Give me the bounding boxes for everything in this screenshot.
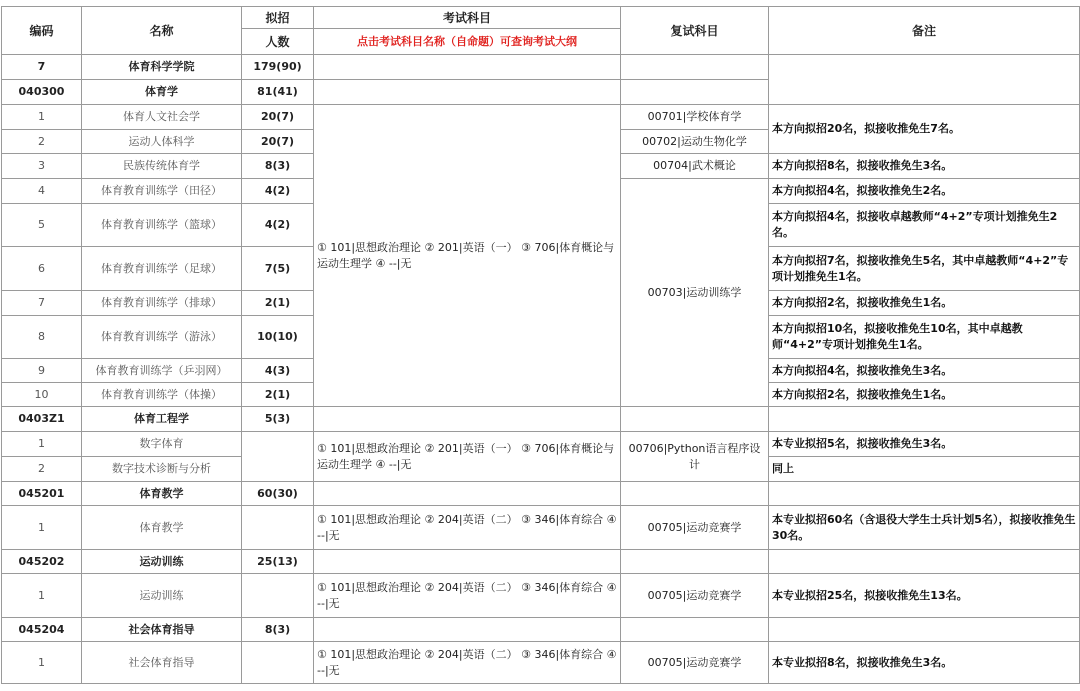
direction-quota: 10(10) — [242, 316, 314, 359]
major-code: 0403Z1 — [2, 407, 82, 432]
exam-subjects-link[interactable]: ① 101|思想政治理论 ② 204|英语（二） ③ 346|体育综合 ④ --|无 — [314, 642, 621, 684]
remark: 本方向拟招20名，拟接收推免生7名。 — [769, 105, 1080, 154]
direction-name: 体育教育训练学（排球） — [82, 291, 242, 316]
remark: 本方向拟招8名，拟接收推免生3名。 — [769, 154, 1080, 179]
retest-subject: 00702|运动生物化学 — [621, 130, 769, 154]
exam-subjects-link[interactable]: ① 101|思想政治理论 ② 204|英语（二） ③ 346|体育综合 ④ --|无 — [314, 574, 621, 618]
direction-code: 10 — [2, 383, 82, 407]
remark: 本方向拟招4名，拟接收推免生2名。 — [769, 179, 1080, 204]
retest-subject: 00706|Python语言程序设计 — [621, 432, 769, 482]
direction-code: 1 — [2, 574, 82, 618]
direction-code: 1 — [2, 506, 82, 550]
retest-subject: 00705|运动竞赛学 — [621, 506, 769, 550]
major-name: 运动训练 — [82, 550, 242, 574]
retest-subject: 00705|运动竞赛学 — [621, 642, 769, 684]
exam-subjects-link[interactable]: ① 101|思想政治理论 ② 201|英语（一） ③ 706|体育概论与运动生理学 ④ --|无 — [314, 432, 621, 482]
major-quota: 5(3) — [242, 407, 314, 432]
direction-name: 体育教育训练学（篮球） — [82, 204, 242, 247]
major-code: 040300 — [2, 80, 82, 105]
direction-quota: 4(2) — [242, 204, 314, 247]
major-quota: 25(13) — [242, 550, 314, 574]
major-name: 社会体育指导 — [82, 618, 242, 642]
exam-subjects-link[interactable]: ① 101|思想政治理论 ② 201|英语（一） ③ 706|体育概论与运动生理学 ④ --|无 — [314, 105, 621, 407]
direction-quota: 4(2) — [242, 179, 314, 204]
remark: 同上 — [769, 457, 1080, 482]
col-header-remark: 备注 — [769, 7, 1080, 55]
direction-quota: 20(7) — [242, 130, 314, 154]
direction-name: 民族传统体育学 — [82, 154, 242, 179]
remark: 本方向拟招2名，拟接收推免生1名。 — [769, 291, 1080, 316]
major-code: 045202 — [2, 550, 82, 574]
direction-code: 9 — [2, 359, 82, 383]
direction-quota: 2(1) — [242, 383, 314, 407]
direction-name: 体育教育训练学（田径） — [82, 179, 242, 204]
direction-code: 8 — [2, 316, 82, 359]
col-header-name: 名称 — [82, 7, 242, 55]
direction-quota: 4(3) — [242, 359, 314, 383]
direction-name: 体育教育训练学（体操） — [82, 383, 242, 407]
major-code: 045204 — [2, 618, 82, 642]
remark: 本专业拟招8名，拟接收推免生3名。 — [769, 642, 1080, 684]
direction-name: 体育教学 — [82, 506, 242, 550]
col-header-code: 编码 — [2, 7, 82, 55]
direction-quota: 2(1) — [242, 291, 314, 316]
remark: 本方向拟招2名，拟接收推免生1名。 — [769, 383, 1080, 407]
direction-code: 6 — [2, 247, 82, 291]
remark: 本方向拟招10名，拟接收推免生10名，其中卓越教师“4+2”专项计划推免生1名。 — [769, 316, 1080, 359]
direction-quota: 7(5) — [242, 247, 314, 291]
remark: 本方向拟招4名，拟接收卓越教师“4+2”专项计划推免生2名。 — [769, 204, 1080, 247]
exam-subjects-link[interactable]: ① 101|思想政治理论 ② 204|英语（二） ③ 346|体育综合 ④ --|无 — [314, 506, 621, 550]
direction-name: 体育人文社会学 — [82, 105, 242, 130]
enrollment-table — [1, 6, 1080, 684]
retest-subject: 00703|运动训练学 — [621, 179, 769, 407]
remark: 本专业拟招60名（含退役大学生士兵计划5名），拟接收推免生30名。 — [769, 506, 1080, 550]
retest-subject: 00705|运动竞赛学 — [621, 574, 769, 618]
college-quota: 179(90) — [242, 55, 314, 80]
retest-subject: 00704|武术概论 — [621, 154, 769, 179]
direction-name: 运动训练 — [82, 574, 242, 618]
direction-name: 数字体育 — [82, 432, 242, 457]
remark: 本专业拟招25名，拟接收推免生13名。 — [769, 574, 1080, 618]
direction-quota: 8(3) — [242, 154, 314, 179]
major-name: 体育教学 — [82, 482, 242, 506]
direction-name: 体育教育训练学（游泳） — [82, 316, 242, 359]
direction-name: 体育教育训练学（足球） — [82, 247, 242, 291]
direction-quota: 20(7) — [242, 105, 314, 130]
direction-code: 3 — [2, 154, 82, 179]
direction-code: 2 — [2, 457, 82, 482]
major-quota: 81(41) — [242, 80, 314, 105]
major-name: 体育学 — [82, 80, 242, 105]
remark: 本方向拟招4名，拟接收推免生3名。 — [769, 359, 1080, 383]
direction-name: 运动人体科学 — [82, 130, 242, 154]
direction-code: 1 — [2, 432, 82, 457]
remark: 本方向拟招7名，拟接收推免生5名，其中卓越教师“4+2”专项计划推免生1名。 — [769, 247, 1080, 291]
major-quota: 60(30) — [242, 482, 314, 506]
direction-name: 体育教育训练学（乒羽网） — [82, 359, 242, 383]
retest-subject: 00701|学校体育学 — [621, 105, 769, 130]
col-header-quota-bottom: 人数 — [242, 29, 314, 55]
direction-code: 1 — [2, 642, 82, 684]
major-code: 045201 — [2, 482, 82, 506]
college-code: 7 — [2, 55, 82, 80]
col-header-retest: 复试科目 — [621, 7, 769, 55]
direction-code: 4 — [2, 179, 82, 204]
direction-name: 社会体育指导 — [82, 642, 242, 684]
college-name: 体育科学学院 — [82, 55, 242, 80]
exam-outline-hint-link[interactable]: 点击考试科目名称（自命题）可查询考试大纲 — [314, 29, 621, 55]
col-header-quota-top: 拟招 — [242, 7, 314, 29]
col-header-exam: 考试科目 — [314, 7, 621, 29]
direction-name: 数字技术诊断与分析 — [82, 457, 242, 482]
direction-code: 2 — [2, 130, 82, 154]
direction-code: 1 — [2, 105, 82, 130]
direction-code: 5 — [2, 204, 82, 247]
remark: 本专业拟招5名，拟接收推免生3名。 — [769, 432, 1080, 457]
major-name: 体育工程学 — [82, 407, 242, 432]
direction-code: 7 — [2, 291, 82, 316]
major-quota: 8(3) — [242, 618, 314, 642]
